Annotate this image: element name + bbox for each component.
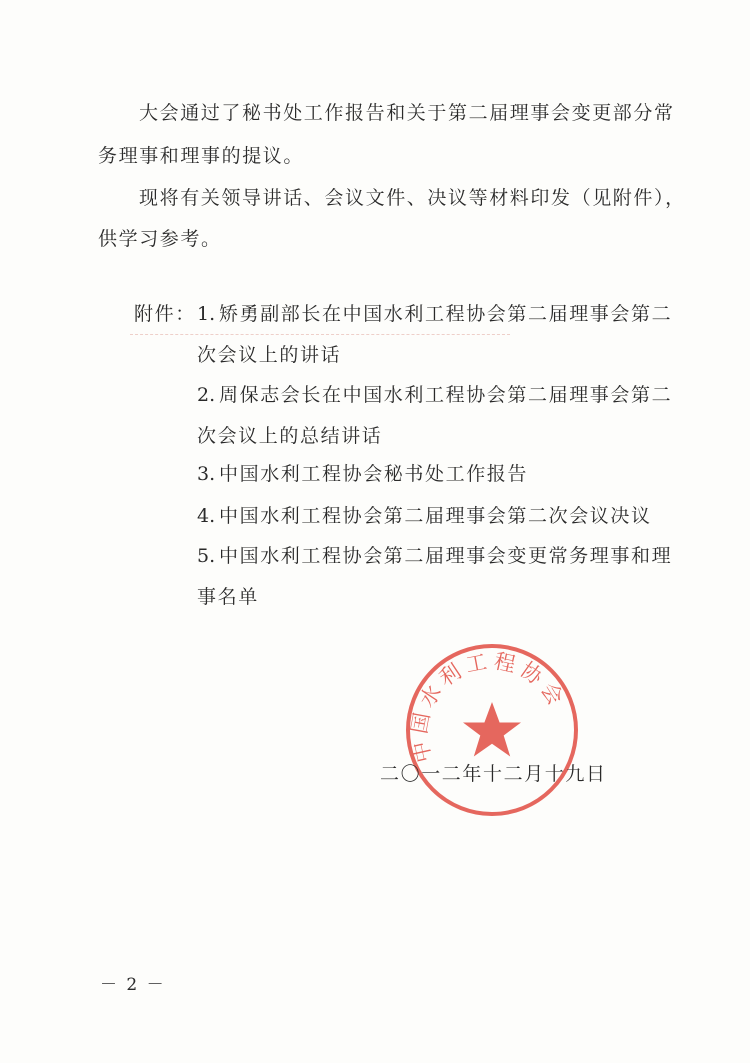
attachment-number: 5.: [197, 545, 216, 567]
seal-text-path: 中国水利工程协会: [407, 648, 571, 765]
attachment-number: 4.: [197, 505, 216, 527]
paragraph-2-line-2: 供学习参考。: [98, 228, 222, 250]
attachment-title-continued: 次会议上的总结讲话: [197, 425, 383, 447]
attachment-number: 3.: [197, 463, 216, 485]
attachment-title: 中国水利工程协会秘书处工作报告: [219, 463, 529, 485]
paragraph-2-line-1: 现将有关领导讲话、会议文件、决议等材料印发（见附件），: [139, 187, 686, 209]
attachment-title: 矫勇副部长在中国水利工程协会第二届理事会第二: [219, 303, 673, 325]
attachment-title: 中国水利工程协会第二届理事会变更常务理事和理: [219, 545, 673, 567]
attachment-number: 2.: [197, 384, 216, 406]
attachments-label: 附件：: [134, 303, 196, 325]
attachment-title: 中国水利工程协会第二届理事会第二次会议决议: [219, 505, 652, 527]
attachment-title-continued: 次会议上的讲话: [197, 344, 342, 366]
paragraph-1-line-1: 大会通过了秘书处工作报告和关于第二届理事会变更部分常: [139, 102, 675, 124]
attachment-title-continued: 事名单: [197, 586, 259, 608]
attachment-title: 周保志会长在中国水利工程协会第二届理事会第二: [219, 384, 673, 406]
faint-stamp-line: [130, 334, 510, 335]
document-date: 二〇一二年十二月十九日: [380, 763, 607, 785]
paragraph-1-line-2: 务理事和理事的提议。: [98, 145, 305, 167]
official-seal: [402, 640, 582, 820]
star-icon: [463, 702, 521, 757]
attachment-number: 1.: [197, 303, 216, 325]
page-number: － 2 －: [100, 975, 166, 995]
